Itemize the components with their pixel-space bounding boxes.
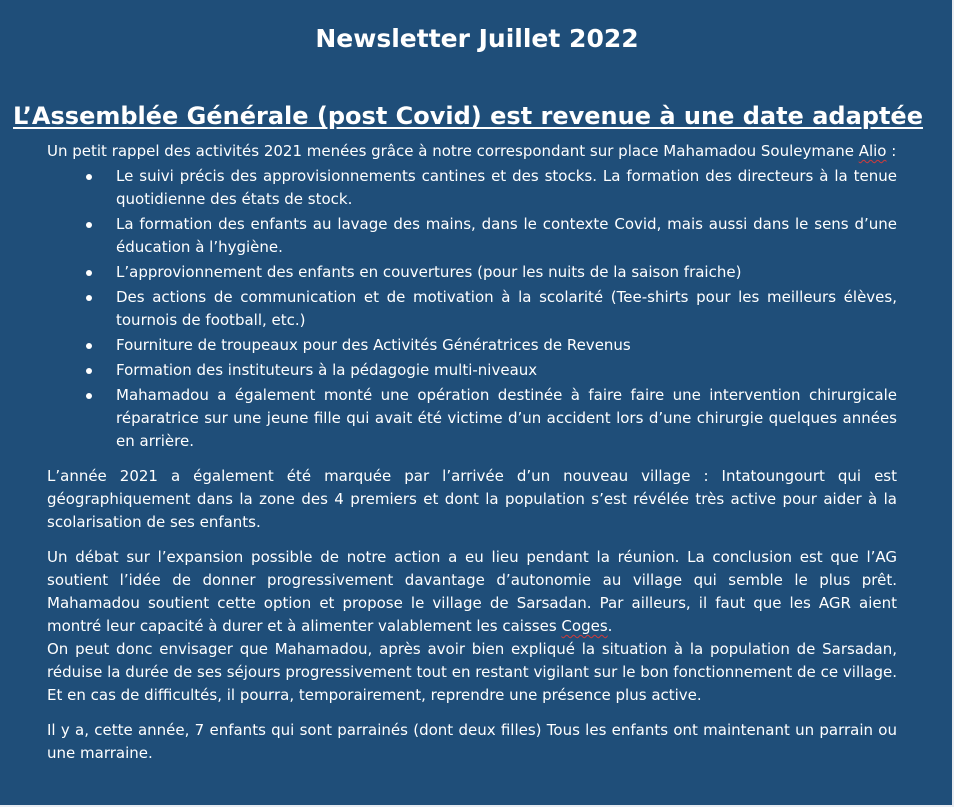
debate-text: Un débat sur l’expansion possible de notre action a eu lieu pendant la réunion. La conclusion est que l’AG soutient l’idée de donner progressivement davantage d’autonomie au village qui semble le plus prêt. Mahamadou soutient cette option et propose le village de Sarsadan. Par ailleurs, il faut que les AGR aient montré leur capacité à durer et à alimenter valablement les caisses bbox=[47, 548, 897, 635]
newsletter-body bbox=[47, 140, 897, 765]
bullet-icon bbox=[86, 270, 92, 276]
village-paragraph: L’année 2021 a également été marquée par l’arrivée d’un nouveau village : Intatoungourt qui est géographiquement dans la zone des 4 premiers et dont la population s’est révélée très active pour aider à la scolarisation de ses enfants. bbox=[47, 467, 897, 531]
list-item bbox=[116, 213, 897, 259]
list-item-text: Mahamadou a également monté une opération destinée à faire faire une intervention chirurgicale réparatrice sur une jeune fille qui avait été victime d’un accident lors d’une chirurgie quelques années en arrière. bbox=[116, 386, 897, 450]
list-item bbox=[116, 165, 897, 211]
list-item bbox=[116, 384, 897, 453]
list-item bbox=[116, 359, 897, 382]
debate-paragraph bbox=[47, 546, 897, 638]
list-item-text: Fourniture de troupeaux pour des Activités Génératrices de Revenus bbox=[116, 336, 631, 354]
intro-paragraph bbox=[47, 140, 897, 163]
list-item bbox=[116, 334, 897, 357]
bullet-icon bbox=[86, 174, 92, 180]
bullet-icon bbox=[86, 343, 92, 349]
debate-period: . bbox=[607, 617, 613, 635]
envisage-paragraph: On peut donc envisager que Mahamadou, après avoir bien expliqué la situation à la population de Sarsadan, réduise la durée de ses séjours progressivement tout en restant vigilant sur le bon fonctionnement de ce village. Et en cas de difficultés, il pourra, temporairement, reprendre une présence plus active. bbox=[47, 640, 897, 704]
list-item-text: Formation des instituteurs à la pédagogie multi-niveaux bbox=[116, 361, 538, 379]
activities-list bbox=[47, 165, 897, 453]
section-heading: L’Assemblée Générale (post Covid) est revenue à une date adaptée bbox=[13, 102, 923, 130]
list-item bbox=[116, 261, 897, 284]
list-item-text: Des actions de communication et de motivation à la scolarité (Tee-shirts pour les meilleurs élèves, tournois de football, etc.) bbox=[116, 288, 897, 329]
list-item-text: La formation des enfants au lavage des mains, dans le contexte Covid, mais aussi dans le sens d’une éducation à l’hygiène. bbox=[116, 215, 897, 256]
correspondent-name: Alio bbox=[858, 142, 887, 160]
bullet-icon bbox=[86, 222, 92, 228]
bullet-icon bbox=[86, 393, 92, 399]
list-item-text: L’approvionnement des enfants en couvertures (pour les nuits de la saison fraiche) bbox=[116, 263, 742, 281]
intro-colon: : bbox=[886, 142, 897, 160]
bullet-icon bbox=[86, 368, 92, 374]
list-item bbox=[116, 286, 897, 332]
list-item-text: Le suivi précis des approvisionnements cantines et des stocks. La formation des directeurs à la tenue quotidienne des états de stock. bbox=[116, 167, 897, 208]
intro-text: Un petit rappel des activités 2021 menées grâce à notre correspondant sur place Mahamadou Souleymane bbox=[47, 142, 859, 160]
coges-word: Coges bbox=[561, 617, 608, 635]
page-title: Newsletter Juillet 2022 bbox=[315, 24, 639, 53]
sponsors-paragraph: Il y a, cette année, 7 enfants qui sont parrainés (dont deux filles) Tous les enfants ont maintenant un parrain ou une marraine. bbox=[47, 721, 897, 762]
bullet-icon bbox=[86, 295, 92, 301]
